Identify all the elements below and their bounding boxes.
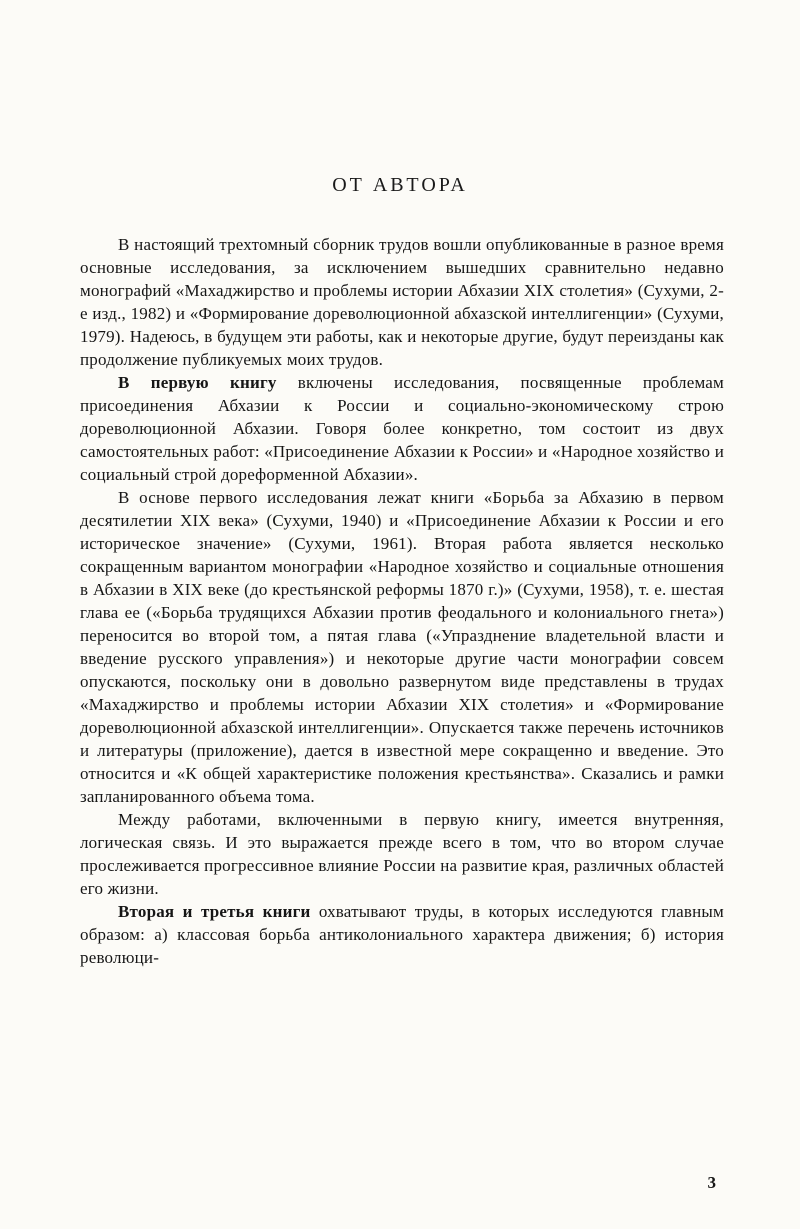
paragraph — [80, 233, 724, 371]
document-body — [80, 233, 724, 969]
paragraph-text: Между работами, включенными в первую книгу, имеется внутренняя, логическая связь. И это выражается прежде всего в том, что во втором случае прослеживается прогрессивное влияние России на развитие края, различных областей его жизни. — [80, 810, 724, 898]
paragraph-text: В настоящий трехтомный сборник трудов вошли опубликованные в разное время основные исследования, за исключением вышедших сравнительно недавно монографий «Махаджирство и проблемы истории Абхазии XIX столетия» (Сухуми, 2-е изд., 1982) и «Формирование дореволюционной абхазской интеллигенции» (Сухуми, 1979). Надеюсь, в будущем эти работы, как и некоторые другие, будут переизданы как продолжение публикуемых моих трудов. — [80, 235, 724, 369]
paragraph-lead-bold: Вторая и третья книги — [118, 902, 311, 921]
paragraph-text: включены исследования, посвященные проблемам присоединения Абхазии к России и социально-экономическому строю дореволюционной Абхазии. Говоря более конкретно, том состоит из двух самостоятельных работ: «Присоединение Абхазии к России» и «Народное хозяйство и социальный строй дореформенной Абхазии». — [80, 373, 724, 484]
page-title: ОТ АВТОРА — [332, 174, 468, 196]
paragraph-text: охватывают труды, в которых исследуются главным образом: а) классовая борьба антиколониального характера движения; б) история революци- — [80, 902, 725, 967]
page-number: 3 — [707, 1173, 716, 1192]
paragraph-lead-bold: В первую книгу — [118, 373, 277, 392]
paragraph — [80, 808, 724, 900]
paragraph-text: В основе первого исследования лежат книги «Борьба за Абхазию в первом десятилетии XIX века» (Сухуми, 1940) и «Присоединение Абхазии к России и его историческое значение» (Сухуми, 1961). Вторая работа является несколько сокращенным вариантом монографии «Народное хозяйство и социальные отношения в Абхазии в XIX веке (до крестьянской реформы 1870 г.)» (Сухуми, 1958), т. е. шестая глава ее («Борьба трудящихся Абхазии против феодального и колониального гнета») переносится во второй том, а пятая глава («Упразднение владетельной власти и введение русского управления») и некоторые другие части монографии совсем опускаются, поскольку они в довольно развернутом виде представлены в трудах «Махаджирство и проблемы истории Абхазии XIX столетия» и «Формирование дореволюционной абхазской интеллигенции». Опускается также перечень источников и литературы (приложение), дается в известной мере сокращенно и введение. Это относится и «К общей характеристике положения крестьянства». Сказались и рамки запланированного объема тома. — [80, 488, 724, 806]
paragraph — [80, 900, 724, 969]
paragraph — [80, 371, 724, 486]
paragraph — [80, 486, 724, 808]
